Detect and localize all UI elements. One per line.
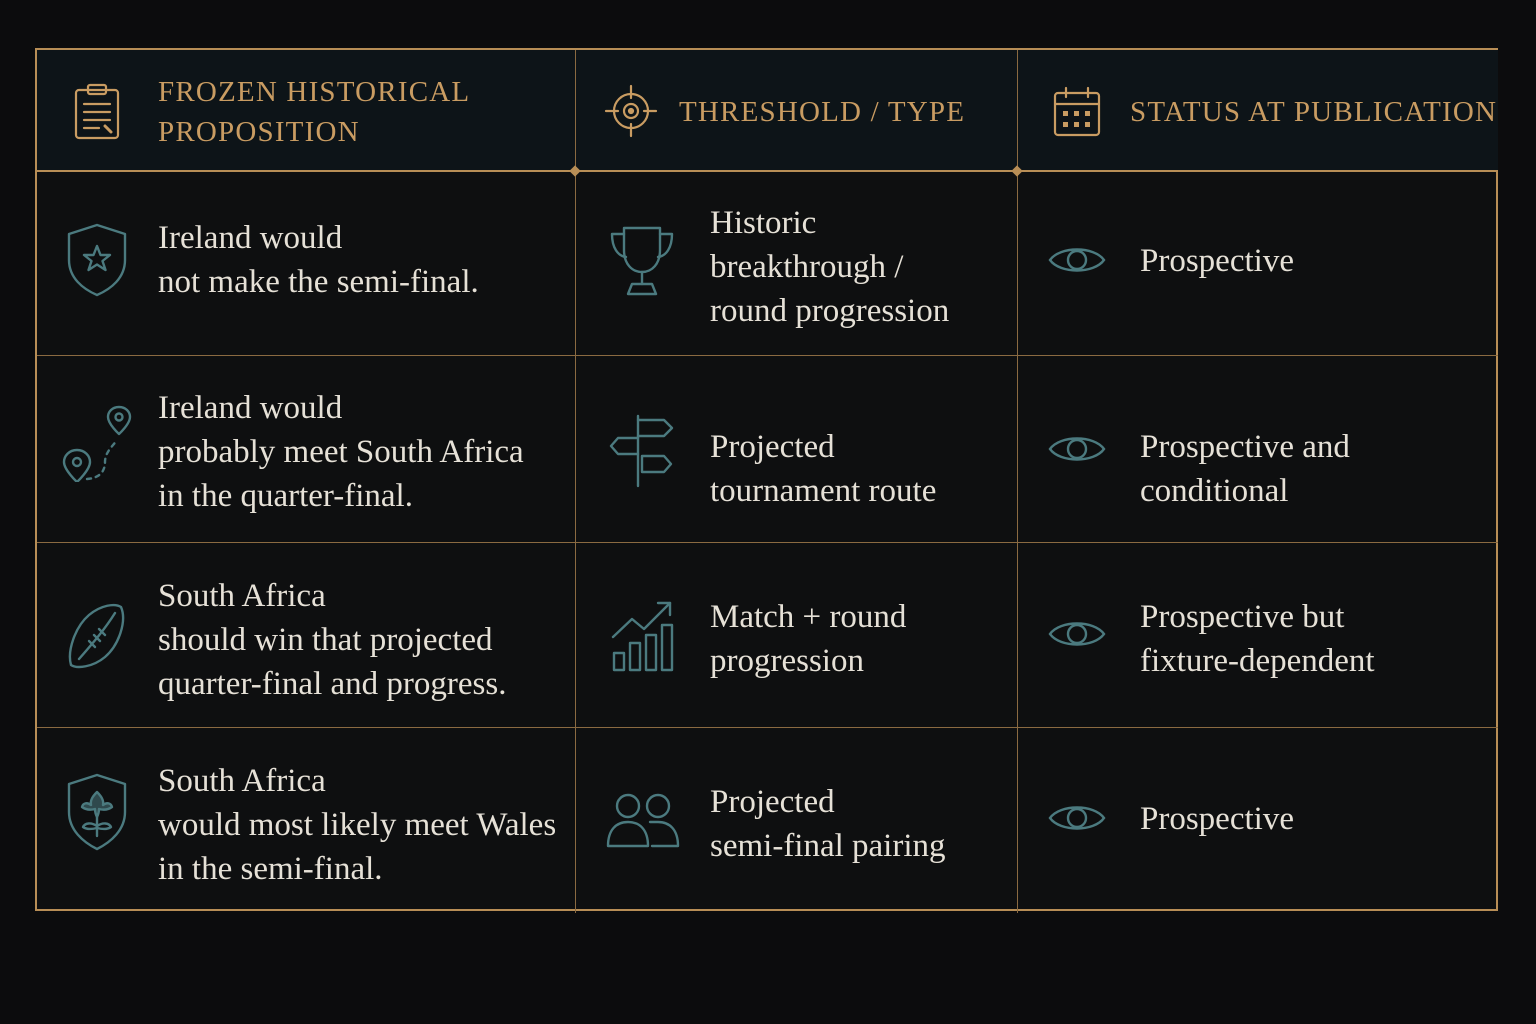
people-pair-icon (606, 792, 680, 848)
proposition-text: Ireland would not make the semi-final. (158, 220, 479, 300)
signpost-icon (608, 412, 676, 488)
eye-icon (1048, 616, 1106, 652)
trophy-icon (606, 224, 678, 300)
proposition-text: South Africa should win that projected quarter-final and progress. (158, 578, 507, 702)
header-label-proposition: FROZEN HISTORICAL PROPOSITION (158, 76, 471, 148)
table-row-3-threshold (576, 543, 1018, 728)
proposition-text: Ireland would probably meet South Africa in the quarter-final. (158, 390, 524, 514)
table-row-3-proposition (37, 543, 576, 728)
table-row-1-status (1018, 172, 1498, 356)
threshold-text: Projected semi-final pairing (710, 784, 946, 864)
status-text: Prospective (1140, 243, 1294, 279)
table-row-4-threshold (576, 728, 1018, 913)
table-row-2-threshold (576, 356, 1018, 543)
threshold-text: Projected tournament route (710, 429, 937, 509)
eye-icon (1048, 431, 1106, 467)
eye-icon (1048, 800, 1106, 836)
rugby-ball-icon (65, 601, 129, 671)
table-row-4-proposition (37, 728, 576, 913)
status-text: Prospective and conditional (1140, 429, 1350, 509)
clipboard-icon (73, 82, 121, 140)
proposition-table (35, 48, 1498, 911)
header-cell-status (1018, 50, 1498, 172)
eye-icon (1048, 242, 1106, 278)
threshold-text: Match + round progression (710, 599, 907, 679)
table-row-2-proposition (37, 356, 576, 543)
shield-protea-icon (65, 772, 129, 852)
proposition-text: South Africa would most likely meet Wales in the semi-final. (158, 763, 557, 887)
calendar-icon (1052, 86, 1102, 138)
table-row-2-status (1018, 356, 1498, 543)
target-icon (604, 84, 658, 138)
header-label-status: STATUS AT PUBLICATION (1130, 96, 1498, 128)
table-row-4-status (1018, 728, 1498, 913)
status-text: Prospective but fixture-dependent (1140, 599, 1375, 679)
header-label-threshold: THRESHOLD / TYPE (679, 96, 966, 128)
table-row-1-threshold (576, 172, 1018, 356)
header-cell-proposition (37, 50, 576, 172)
map-route-icon (61, 404, 133, 482)
table-row-1-proposition (37, 172, 576, 356)
bar-chart-up-icon (610, 599, 676, 673)
shield-star-icon (65, 222, 129, 298)
header-cell-threshold (576, 50, 1018, 172)
threshold-text: Historic breakthrough / round progression (710, 205, 950, 329)
status-text: Prospective (1140, 801, 1294, 837)
table-row-3-status (1018, 543, 1498, 728)
